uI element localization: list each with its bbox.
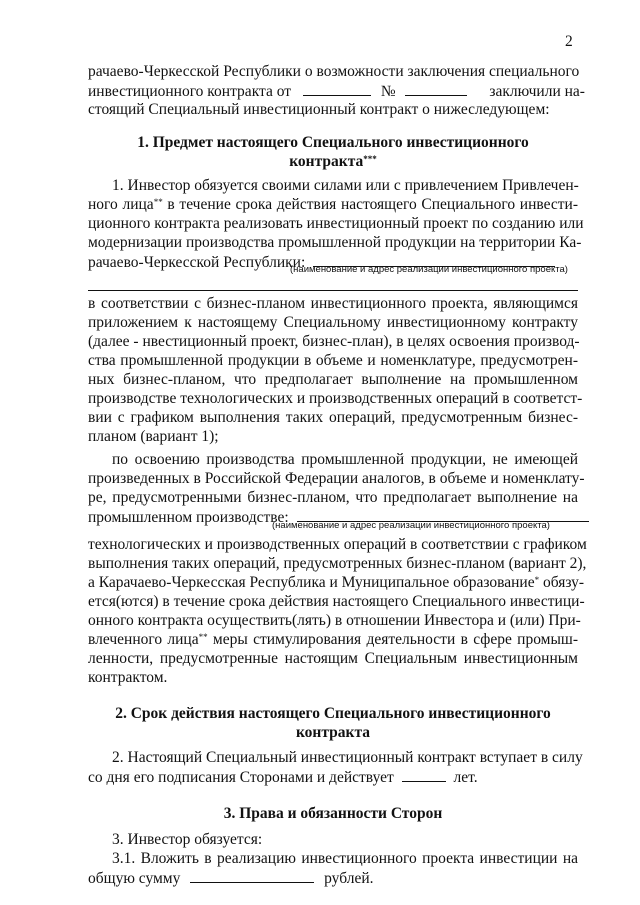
s3-line-1: 3. Инвестор обязуется: [112,831,263,848]
s2-line-2-text: со дня его подписания Сторонами и действует [88,769,394,786]
s3-line-3-unit: рублей. [324,870,374,887]
v1-line-3: (далее - нвестиционный проект, бизнес-план), в целях освоения производ- [88,333,580,350]
p1-line-2 [88,195,578,214]
v1-line-2: приложением к настоящему Специальному инвестиционному контракту [88,314,578,331]
s2-line-2-unit: лет. [453,769,478,786]
p1-line-2-b: в течение срока действия настоящего Специального инвести- [162,196,578,213]
v2-line-11: ленности, предусмотренные настоящим Специальным инвестиционным [88,650,578,667]
intro-text-b: № [380,83,396,100]
intro-text-a: инвестиционного контракта от [88,83,292,100]
v1-line-5: ных бизнес-планом, что предполагает выполнение на промышленном [88,371,578,388]
v2-line-8: ется(ются) в течение срока действия настоящего Специального инвестици- [88,593,585,610]
s3-line-2: 3.1. Вложить в реализацию инвестиционного проекта инвестиции на [112,850,578,867]
field-note-1: (наименование и адрес реализации инвестиционного проекта) [290,264,568,275]
intro-text-c: заключили на- [489,83,585,100]
v2-line-10-b: меры стимулирования деятельности в сфере промыш- [207,631,578,648]
term-years-blank [402,767,446,782]
v2-line-9: онного контракта осуществить(лять) в отношении Инвестора и (или) При- [88,612,581,629]
s2-line-1: 2. Настоящий Специальный инвестиционный контракт вступает в силу [112,749,583,766]
v2-line-7-a: а Карачаево-Черкесская Республика и Муниципальное образование [88,574,535,591]
p1-line-4: модернизации производства промышленной продукции на территории Ка- [88,234,582,251]
footnote-mark: *** [363,154,377,164]
field-note-2: (наименование и адрес реализации инвестиционного проекта) [272,520,550,531]
section3-title: 3. Права и обязанности Сторон [223,805,443,822]
section2-title-line-1: 2. Срок действия настоящего Специального инвестиционного [115,705,551,722]
number-blank [405,81,467,96]
page-number: 2 [565,33,573,50]
v1-line-4: ства промышленной продукции в объеме и номенклатуре, предусмотрен- [88,352,578,369]
footnote-mark: ** [153,197,163,207]
intro-line-1: рачаево-Черкесской Республики о возможности заключения специального [88,63,580,80]
section1-title-line-2 [88,152,578,171]
v2-line-1: по освоению производства промышленной продукции, не имеющей [112,451,578,468]
s3-line-3-text: общую сумму [88,870,181,887]
footnote-mark: * [534,575,540,585]
date-blank [303,81,371,96]
section1-title-text: контракта [289,153,364,170]
v2-line-12: контрактом. [88,669,168,686]
v2-line-10-a: влеченного лица [88,631,199,648]
v2-line-10 [88,630,578,649]
intro-line-3: стоящий Специальный инвестиционный контракт о нижеследующем: [88,101,550,118]
p1-line-2-a: ного лица [88,196,154,213]
section1-title-line-1: 1. Предмет настоящего Специального инвестиционного [137,134,529,151]
v2-line-2: произведенных в Российской Федерации аналогов, в объеме и номенклату- [88,470,585,487]
v2-line-3: ре, предусмотренными бизнес-планом, что предполагает выполнение на [88,489,578,506]
p1-line-1: 1. Инвестор обязуется своими силами или с привлечением Привлечен- [112,177,579,194]
investment-sum-blank [190,868,314,883]
v2-line-5: технологических и производственных операций в соответствии с графиком [88,536,587,553]
p1-line-5-text: рачаево-Черкесской Республики: [88,254,306,271]
v2-line-7-b: обязу- [539,574,585,591]
intro-line-2 [88,81,585,101]
v2-line-4-text: промышленном производстве: [88,509,289,526]
s2-line-2 [88,767,578,787]
v1-line-6: производстве технологических и производственных операций в соответст- [88,390,583,407]
v1-line-8: планом (вариант 1); [88,428,219,445]
project-address-line [88,290,578,291]
s3-line-3 [88,868,578,888]
p1-line-3: ционного контракта реализовать инвестиционный проект по созданию или [88,215,584,232]
v1-line-1: в соответствии с бизнес-планом инвестиционного проекта, являющимся [88,295,578,312]
v2-line-7 [88,573,585,592]
section2-title-line-2: контракта [295,724,371,741]
v2-line-6: выполнения таких операций, предусмотренных бизнес-планом (вариант 2), [88,555,587,572]
footnote-mark: ** [198,632,208,642]
v1-line-7: вии с графиком выполнения таких операций, предусмотренным бизнес- [88,409,578,426]
